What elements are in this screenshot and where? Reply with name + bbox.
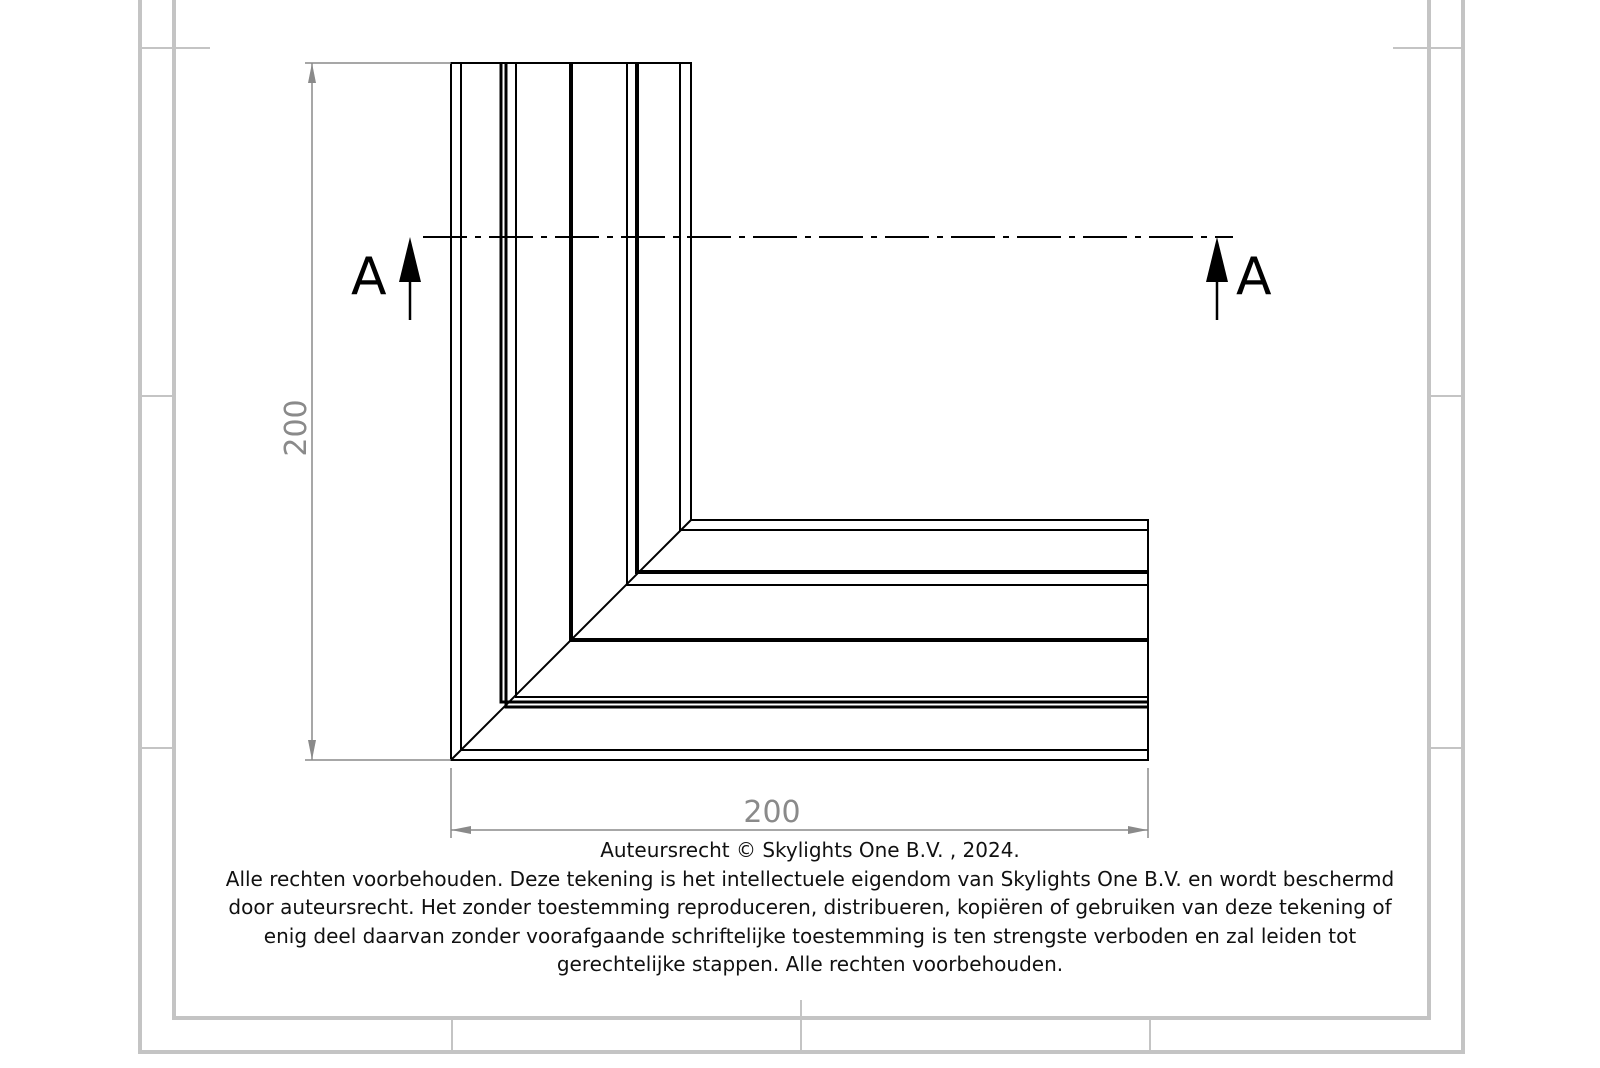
section-label-left: A [351, 247, 387, 307]
copyright-line: door auteursrecht. Het zonder toestemming reproduceren, distribueren, kopiëren of gebruiken van deze tekening of [228, 895, 1392, 919]
dimension-arrow [308, 740, 316, 760]
profile-corner [451, 63, 1148, 760]
section-label-right: A [1236, 247, 1272, 307]
copyright-line: Alle rechten voorbehouden. Deze tekening is het intellectuele eigendom van Skylights One B.V. en wordt beschermd [225, 866, 1395, 891]
copyright-line: enig deel daarvan zonder voorafgaande schriftelijke toestemming is ten strengste verboden en zal leiden tot [263, 923, 1357, 948]
profile-line [516, 63, 1148, 697]
section-arrow-left-head [399, 237, 421, 282]
dimension-arrow [1128, 826, 1148, 834]
dimension-arrow [451, 826, 471, 834]
section-line [351, 237, 1272, 320]
dimension-horizontal-value: 200 [743, 795, 801, 830]
dimension-vertical [305, 63, 451, 760]
section-arrow-right-head [1206, 237, 1228, 282]
copyright-line: gerechtelijke stappen. Alle rechten voorbehouden. [556, 952, 1064, 976]
copyright-notice [190, 836, 1430, 979]
profile-line [627, 63, 1148, 585]
dimension-vertical-value: 200 [279, 399, 314, 457]
profile-line [506, 63, 1148, 707]
profile-line [501, 63, 1148, 702]
profile-line [637, 63, 1148, 572]
profile-line [680, 63, 1148, 530]
copyright-line: Auteursrecht © Skylights One B.V. , 2024. [600, 838, 1020, 862]
dimension-arrow [308, 63, 316, 83]
